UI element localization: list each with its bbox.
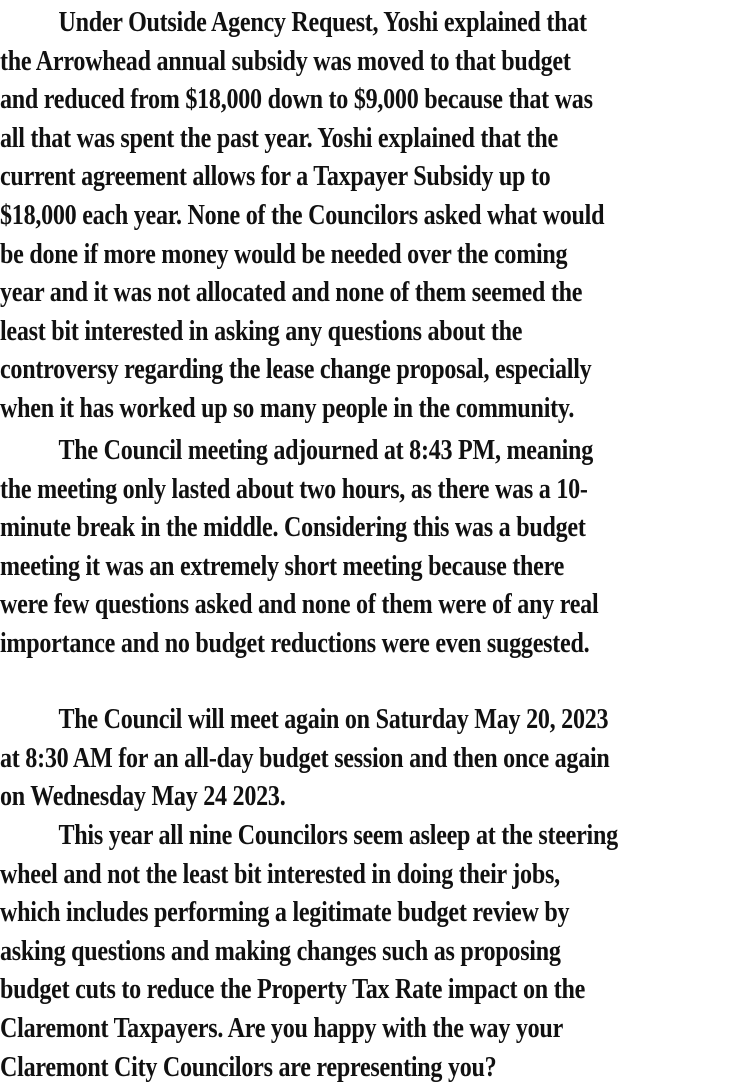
paragraph-outside-agency-request [0,4,743,429]
text-line: and reduced from $18,000 down to $9,000 because that was [0,84,593,116]
text-line: current agreement allows for a Taxpayer Subsidy up to [0,161,551,193]
paragraph-meeting-adjourned [0,432,743,664]
text-line: controversy regarding the lease change proposal, especially [0,354,592,386]
text-line: the Arrowhead annual subsidy was moved to that budget [0,45,571,77]
text-line: The Council meeting adjourned at 8:43 PM, meaning [58,435,593,466]
text-line: budget cuts to reduce the Property Tax Rate impact on the [0,974,586,1006]
text-line: were few questions asked and none of them were of any real [0,589,599,621]
text-line: This year all nine Councilors seem asleep at the steering [58,820,618,851]
text-line: importance and no budget reductions were even suggested. [0,627,590,659]
text-line: the meeting only lasted about two hours, as there was a 10- [0,473,588,505]
text-line: at 8:30 AM for an all-day budget session and then once again [0,742,610,774]
text-line: Under Outside Agency Request, Yoshi explained that [58,7,587,38]
text-line: Claremont Taxpayers. Are you happy with the way your [0,1012,564,1044]
text-line: asking questions and making changes such as proposing [0,935,561,967]
text-line: meeting it was an extremely short meeting because there [0,550,565,582]
text-line: year and it was not allocated and none of them seemed the [0,277,583,309]
text-line: least bit interested in asking any questions about the [0,315,523,347]
text-line: wheel and not the least bit interested in doing their jobs, [0,858,560,890]
paragraph-conclusion [0,817,743,1087]
text-line: minute break in the middle. Considering this was a budget [0,512,586,544]
text-line: which includes performing a legitimate budget review by [0,897,570,929]
text-line: on Wednesday May 24 2023. [0,781,286,813]
text-line: be done if more money would be needed over the coming [0,238,568,270]
text-line: when it has worked up so many people in the community. [0,392,575,424]
text-line: Claremont City Councilors are representing you? [0,1051,497,1083]
text-line: The Council will meet again on Saturday May 20, 2023 [58,704,609,735]
text-line: $18,000 each year. None of the Councilors asked what would [0,199,605,231]
paragraph-next-meeting [0,701,743,817]
text-line: all that was spent the past year. Yoshi explained that the [0,122,558,154]
